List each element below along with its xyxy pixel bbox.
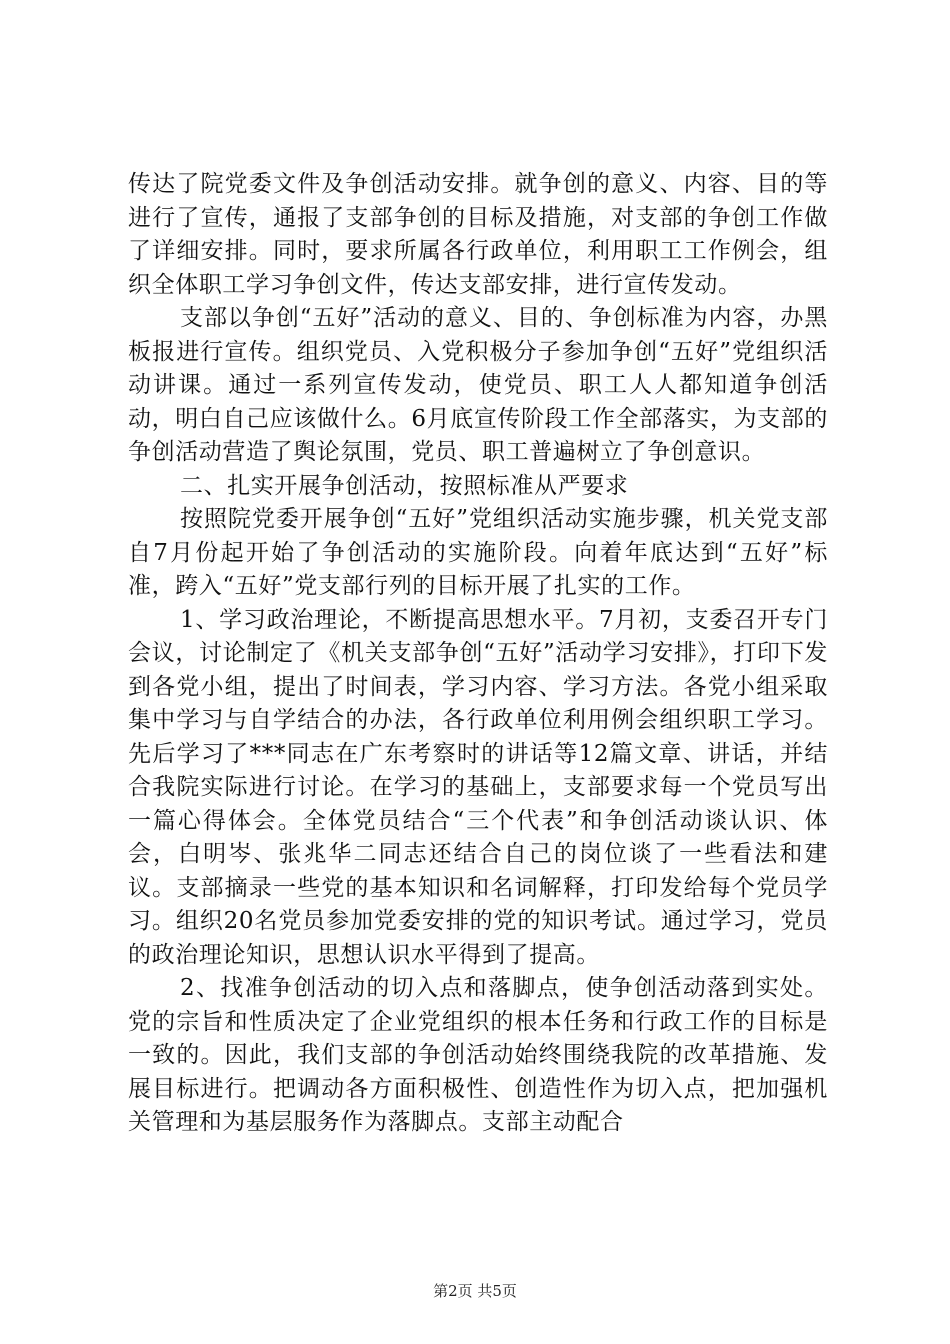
- paragraph-entry-point: 2、找准争创活动的切入点和落脚点，使争创活动落到实处。党的宗旨和性质决定了企业党组织的根本任务和行政工作的目标是一致的。因此，我们支部的争创活动始终围绕我院的改革措施、发展目标进行。把调动各方面积极性、创造性作为切入点，把加强机关管理和为基层服务作为落脚点。支部主动配合: [128, 975, 828, 1135]
- paragraph-implementation: 按照院党委开展争创“五好”党组织活动实施步骤，机关党支部自7月份起开始了争创活动的实施阶段。向着年底达到“五好”标准，跨入“五好”党支部行列的目标开展了扎实的工作。: [128, 506, 828, 599]
- page-footer: 第2页 共5页: [433, 1282, 517, 1300]
- section-heading: 二、扎实开展争创活动，按照标准从严要求: [180, 472, 629, 499]
- document-body: [128, 168, 828, 1140]
- paragraph-continuation: 传达了院党委文件及争创活动安排。就争创的意义、内容、目的等进行了宣传，通报了支部争创的目标及措施，对支部的争创工作做了详细安排。同时，要求所属各行政单位，利用职工工作例会，组织全体职工学习争创文件，传达支部安排，进行宣传发动。: [128, 171, 828, 298]
- paragraph-publicity: 支部以争创“五好”活动的意义、目的、争创标准为内容，办黑板报进行宣传。组织党员、入党积极分子参加争创“五好”党组织活动讲课。通过一系列宣传发动，使党员、职工人人都知道争创活动，明白自己应该做什么。6月底宣传阶段工作全部落实，为支部的争创活动营造了舆论氛围，党员、职工普遍树立了争创意识。: [128, 305, 828, 465]
- paragraph-study-theory: 1、学习政治理论，不断提高思想水平。7月初，支委召开专门会议，讨论制定了《机关支部争创“五好”活动学习安排》，打印下发到各党小组，提出了时间表，学习内容、学习方法。各党小组采取集中学习与自学结合的办法，各行政单位利用例会组织职工学习。先后学习了***同志在广东考察时的讲话等12篇文章、讲话，并结合我院实际进行讨论。在学习的基础上，支部要求每一个党员写出一篇心得体会。全体党员结合“三个代表”和争创活动谈认识、体会，白明岑、张兆华二同志还结合自己的岗位谈了一些看法和建议。支部摘录一些党的基本知识和名词解释，打印发给每个党员学习。组织20名党员参加党委安排的党的知识考试。通过学习，党员的政治理论知识，思想认识水平得到了提高。: [128, 606, 828, 968]
